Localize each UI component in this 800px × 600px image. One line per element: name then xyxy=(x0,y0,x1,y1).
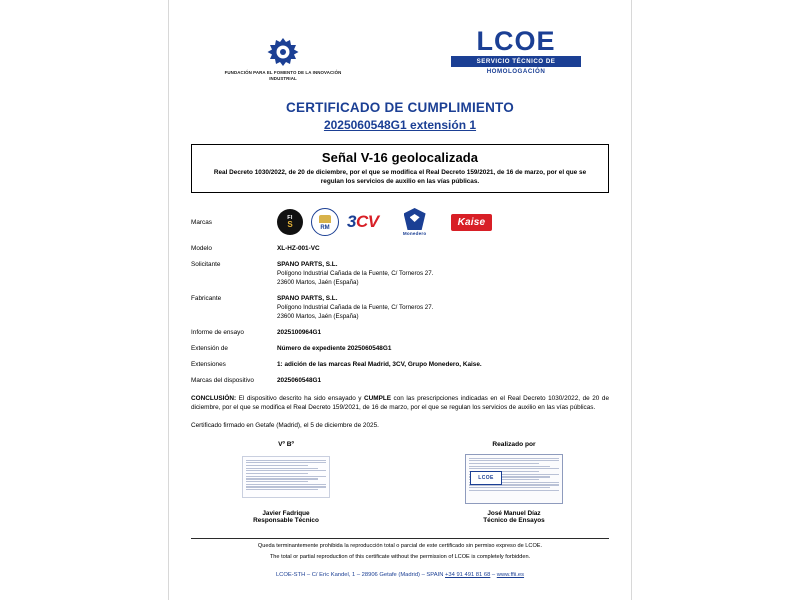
brand-logo-real-madrid xyxy=(311,209,339,235)
fabricante-value xyxy=(277,294,433,321)
signature-right-graphic xyxy=(419,450,609,508)
signature-right-head: Realizado por xyxy=(492,440,536,448)
fabricante-address-2: 23600 Martos, Jaén (España) xyxy=(277,313,359,320)
certificate-sheet xyxy=(168,0,632,600)
signature-left-name: Javier Fadrique xyxy=(262,509,310,517)
field-row-informe xyxy=(191,328,609,337)
footer-note-es: Queda terminantemente prohibida la reproducción total o parcial de este certificado sin permiso expreso de LCOE. xyxy=(257,542,543,549)
lcoe-wordmark: LCOE xyxy=(476,26,556,56)
fiall-top-text: FI xyxy=(287,214,293,221)
field-row-modelo xyxy=(191,244,609,253)
footer-sep-2: – xyxy=(490,572,497,578)
digital-signature-stamp xyxy=(465,454,563,504)
fabricante-label: Fabricante xyxy=(191,295,222,302)
signature-block-right xyxy=(419,441,609,524)
marcas-dispositivo-label: Marcas del dispositivo xyxy=(191,377,254,384)
brand-logo-monedero xyxy=(387,209,443,235)
foundation-name: FUNDACIÓN PARA EL FOMENTO DE LA INNOVACIÓN INDUSTRIAL xyxy=(224,70,342,81)
brand-logos xyxy=(277,209,492,235)
monedero-label: Monedero xyxy=(402,231,427,236)
field-row-extensiones xyxy=(191,360,609,369)
solicitante-value xyxy=(277,260,433,287)
foundation-logo xyxy=(223,36,343,81)
extension-label: Extensión de xyxy=(191,345,228,352)
lcoe-logo xyxy=(451,28,581,75)
field-row-solicitante xyxy=(191,260,609,287)
fiall-main-text: S xyxy=(287,219,293,229)
signature-right-name: José Manuel Díaz xyxy=(487,509,541,517)
brand-3cv-number: 3 xyxy=(347,212,356,231)
footer-divider xyxy=(191,538,609,539)
conclusion-text-1: El dispositivo descrito ha sido ensayado y xyxy=(236,395,365,402)
conclusion-lead: CONCLUSIÓN: xyxy=(191,395,237,402)
footer-note-en: The total or partial reproduction of this certificate without the permission of LCOE is completely forbidden. xyxy=(269,554,531,561)
gear-icon xyxy=(266,36,300,68)
brand-logo-fiall xyxy=(277,209,303,235)
signature-left-role: Responsable Técnico xyxy=(253,516,319,524)
signature-right-role: Técnico de Ensayos xyxy=(483,516,545,524)
conclusion-paragraph xyxy=(191,395,609,413)
brands-label: Marcas xyxy=(191,219,212,226)
footer-website-link[interactable]: www.ffii.es xyxy=(496,572,525,578)
solicitante-label: Solicitante xyxy=(191,261,221,268)
certificate-title: CERTIFICADO DE CUMPLIMIENTO xyxy=(286,100,514,115)
signature-left-head: Vº Bº xyxy=(278,440,294,448)
brand-logo-kaise xyxy=(451,209,493,235)
field-row-fabricante xyxy=(191,294,609,321)
signed-place-line: Certificado firmado en Getafe (Madrid), el 5 de diciembre de 2025. xyxy=(191,421,379,429)
conclusion-cumple: CUMPLE xyxy=(364,395,391,402)
informe-value: 2025100964G1 xyxy=(277,329,322,336)
brand-3cv-letters: CV xyxy=(355,212,379,231)
solicitante-name: SPANO PARTS, S.L. xyxy=(277,261,338,268)
extension-value: Número de expediente 2025060548G1 xyxy=(277,345,392,352)
certificate-number: 2025060548G1 extensión 1 xyxy=(323,118,477,132)
rm-letters: RM xyxy=(320,225,330,231)
fields-table xyxy=(191,209,609,385)
signature-block-left xyxy=(191,441,381,524)
product-name: Señal V-16 geolocalizada xyxy=(321,150,479,165)
kaise-label: Kaise xyxy=(451,214,493,231)
document-header xyxy=(169,0,631,84)
lcoe-stamp-badge: LCOE xyxy=(470,471,502,485)
product-regulation: Real Decreto 1030/2022, de 20 de diciembre, por el que se modifica el Real Decreto 159/2021, de 16 de marzo, por el que se regulan los servicios de auxilio en las vías públicas. xyxy=(213,169,587,185)
fabricante-address-1: Polígono Industrial Cañada de la Fuente, C/ Torneros 27. xyxy=(277,304,434,311)
lcoe-subtitle-1: SERVICIO TÉCNICO DE xyxy=(451,56,581,67)
extensiones-label: Extensiones xyxy=(191,361,226,368)
crown-icon xyxy=(319,215,331,223)
modelo-label: Modelo xyxy=(191,245,212,252)
shield-icon xyxy=(404,208,426,230)
marcas-dispositivo-value: 2025060548G1 xyxy=(277,377,322,384)
footer-address: LCOE-STH – C/ Eric Kandel, 1 – 28906 Getafe (Madrid) – SPAIN xyxy=(275,572,444,578)
signature-left-stamp xyxy=(242,456,330,498)
signatures-area xyxy=(191,441,609,524)
conclusion-text-2: con las prescripciones indicadas en el Real Decreto 1030/2022, de 20 de diciembre, por el que se modifica el Real Decreto 159/2021, de 16 de marzo, por el que se regulan los servicios de auxilio en las vías públicas. xyxy=(191,395,609,411)
product-box xyxy=(191,144,609,193)
field-row-marcas-dispositivo xyxy=(191,376,609,385)
extensiones-value: 1: adición de las marcas Real Madrid, 3CV, Grupo Monedero, Kaise. xyxy=(277,361,482,368)
footer-phone[interactable]: +34 91 491 81 68 xyxy=(445,572,491,578)
field-row-brands xyxy=(191,209,609,235)
brand-logo-3cv xyxy=(347,209,379,235)
document-footer xyxy=(169,538,631,578)
modelo-value: XL-HZ-001-VC xyxy=(277,245,320,252)
field-row-extension xyxy=(191,344,609,353)
solicitante-address-2: 23600 Martos, Jaén (España) xyxy=(277,279,359,286)
informe-label: Informe de ensayo xyxy=(191,329,244,336)
signature-left-graphic xyxy=(191,450,381,508)
lcoe-subtitle-2: HOMOLOGACIÓN xyxy=(486,67,546,75)
fabricante-name: SPANO PARTS, S.L. xyxy=(277,295,338,302)
footer-address-line xyxy=(169,572,631,578)
solicitante-address-1: Polígono Industrial Cañada de la Fuente, C/ Torneros 27. xyxy=(277,270,434,277)
stamp-lines-left xyxy=(243,457,329,491)
